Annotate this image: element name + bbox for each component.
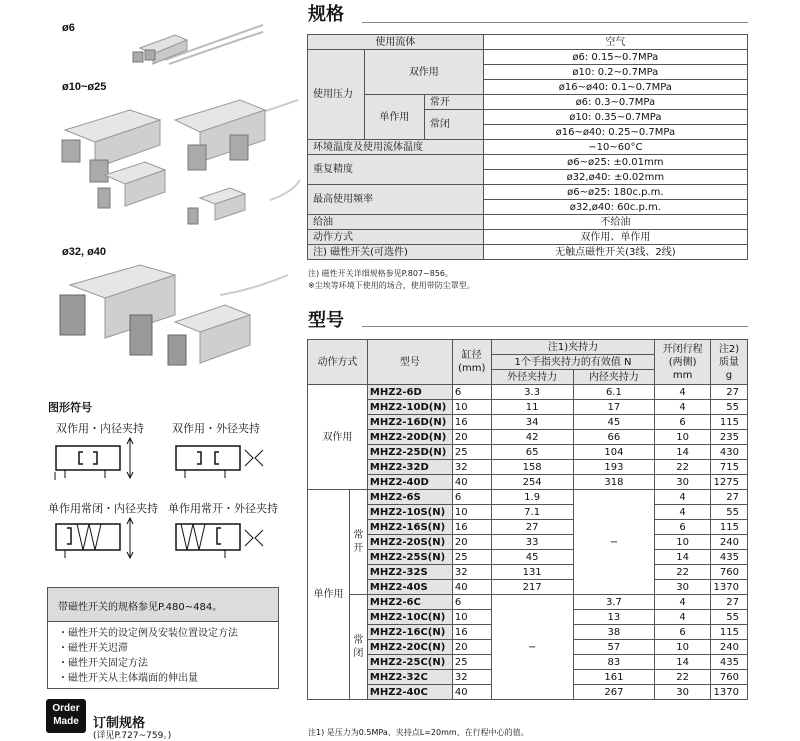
order-made-badge-line1: Order: [52, 703, 80, 714]
internal-force-cell: 161: [573, 670, 655, 685]
stroke-cell: 30: [655, 685, 711, 700]
model-code: MHZ2-6D: [367, 385, 452, 400]
stroke-cell: 4: [655, 385, 711, 400]
stroke-cell: 6: [655, 520, 711, 535]
model-code: MHZ2-20S(N): [367, 535, 452, 550]
spec-single-value: ø16~ø40: 0.25~0.7MPa: [483, 125, 747, 140]
internal-force-cell: 45: [573, 415, 655, 430]
bore-cell: 10: [452, 610, 491, 625]
internal-force-cell: 6.1: [573, 385, 655, 400]
mass-cell: 760: [710, 565, 747, 580]
model-code: MHZ2-6S: [367, 490, 452, 505]
order-made-badge-line2: Made: [53, 716, 79, 727]
spec-freq-value: ø6~ø25: 180c.p.m.: [483, 185, 747, 200]
spec-repeat-label: 重复精度: [308, 155, 484, 185]
switch-info-header: 带磁性开关的规格参见P.480~484。: [48, 588, 278, 622]
spec-table: [307, 34, 748, 260]
mass-cell: 115: [710, 415, 747, 430]
spec-double-value: ø10: 0.2~0.7MPa: [483, 65, 747, 80]
header-external: 外径夹持力: [491, 370, 573, 385]
table-row: [308, 595, 748, 610]
stroke-cell: 4: [655, 400, 711, 415]
model-code: MHZ2-32C: [367, 670, 452, 685]
external-force-cell: 11: [491, 400, 573, 415]
stroke-cell: 4: [655, 595, 711, 610]
model-code: MHZ2-25D(N): [367, 445, 452, 460]
bore-cell: 6: [452, 490, 491, 505]
mass-cell: 27: [710, 595, 747, 610]
model-code: MHZ2-10S(N): [367, 505, 452, 520]
table-row: [308, 475, 748, 490]
mass-cell: 1370: [710, 685, 747, 700]
switch-info-box: [47, 587, 279, 689]
model-bottom-note: 注1) 是压力为0.5MPa、夹持点L=20mm、在行程中心的值。: [308, 728, 529, 737]
stroke-cell: 14: [655, 655, 711, 670]
internal-force-cell: 13: [573, 610, 655, 625]
model-code: MHZ2-20C(N): [367, 640, 452, 655]
bore-cell: 6: [452, 595, 491, 610]
stroke-cell: 14: [655, 550, 711, 565]
mass-cell: 430: [710, 445, 747, 460]
table-row: [308, 460, 748, 475]
model-section-title: 型号: [308, 310, 344, 331]
model-code: MHZ2-32D: [367, 460, 452, 475]
symbol-label-double-internal: 双作用・内径夹持: [56, 422, 144, 435]
spec-repeat-value: ø6~ø25: ±0.01mm: [483, 155, 747, 170]
header-force-group: 注1)夹持力: [491, 340, 655, 355]
header-internal: 内径夹持力: [573, 370, 655, 385]
switch-info-item: ・磁性开关从主体端面的伸出量: [58, 673, 198, 684]
bore-cell: 25: [452, 550, 491, 565]
internal-force-cell: 57: [573, 640, 655, 655]
stroke-cell: 6: [655, 415, 711, 430]
spec-single-acting-label: 单作用: [364, 95, 424, 140]
symbol-label-double-external: 双作用・外径夹持: [172, 422, 260, 435]
table-row: [308, 535, 748, 550]
stroke-cell: 10: [655, 640, 711, 655]
model-title-rule: [362, 326, 748, 327]
mass-cell: 240: [710, 640, 747, 655]
bore-cell: 40: [452, 475, 491, 490]
internal-force-na: −: [573, 490, 655, 595]
spec-normally-open-label: 常开: [424, 95, 483, 110]
mass-cell: 27: [710, 385, 747, 400]
spec-fluid-label: 使用流体: [308, 35, 484, 50]
internal-force-cell: 318: [573, 475, 655, 490]
table-row: [308, 520, 748, 535]
mass-cell: 715: [710, 460, 747, 475]
spec-pressure-label: 使用压力: [308, 50, 365, 140]
single-acting-label: 单作用: [308, 490, 350, 700]
model-code: MHZ2-10C(N): [367, 610, 452, 625]
size-label-6: ø6: [62, 22, 75, 34]
internal-force-cell: 17: [573, 400, 655, 415]
spec-action-value: 双作用、单作用: [483, 230, 747, 245]
mass-cell: 115: [710, 625, 747, 640]
external-force-cell: 7.1: [491, 505, 573, 520]
spec-double-value: ø16~ø40: 0.1~0.7MPa: [483, 80, 747, 95]
spec-temp-label: 环境温度及使用流体温度: [308, 140, 484, 155]
external-force-cell: 34: [491, 415, 573, 430]
stroke-cell: 4: [655, 610, 711, 625]
internal-force-cell: 38: [573, 625, 655, 640]
spec-switch-value: 无触点磁性开关(3线、2线): [483, 245, 747, 260]
spec-single-value: ø6: 0.3~0.7MPa: [483, 95, 747, 110]
table-row: [308, 400, 748, 415]
external-force-cell: 27: [491, 520, 573, 535]
symbol-label-single-no-external: 单作用常开・外径夹持: [168, 502, 278, 515]
external-force-cell: 1.9: [491, 490, 573, 505]
bore-cell: 16: [452, 625, 491, 640]
table-row: [308, 415, 748, 430]
order-made-subtitle: (详见P.727~759。): [93, 731, 172, 741]
external-force-cell: 3.3: [491, 385, 573, 400]
spec-switch-label: 注) 磁性开关(可选件): [308, 245, 484, 260]
table-row: [308, 580, 748, 595]
model-code: MHZ2-25C(N): [367, 655, 452, 670]
bore-cell: 32: [452, 670, 491, 685]
spec-freq-label: 最高使用频率: [308, 185, 484, 215]
spec-fluid-value: 空气: [483, 35, 747, 50]
stroke-cell: 4: [655, 490, 711, 505]
table-row: [308, 490, 748, 505]
header-bore: 缸径 (mm): [452, 340, 491, 385]
bore-cell: 16: [452, 520, 491, 535]
gripper-6-image: [125, 20, 265, 70]
order-made-badge: [46, 699, 86, 733]
spec-freq-value: ø32,ø40: 60c.p.m.: [483, 200, 747, 215]
order-made-title: 订制规格: [93, 716, 146, 731]
normally-open-label: 常 开: [349, 490, 367, 595]
spec-temp-value: −10~60°C: [483, 140, 747, 155]
external-force-cell: 33: [491, 535, 573, 550]
external-force-cell: 65: [491, 445, 573, 460]
table-header-row: [308, 340, 748, 355]
mass-cell: 115: [710, 520, 747, 535]
header-model: 型号: [367, 340, 452, 385]
bore-cell: 16: [452, 415, 491, 430]
internal-force-cell: 3.7: [573, 595, 655, 610]
mass-cell: 27: [710, 490, 747, 505]
model-code: MHZ2-32S: [367, 565, 452, 580]
mass-cell: 55: [710, 505, 747, 520]
internal-force-cell: 83: [573, 655, 655, 670]
stroke-cell: 14: [655, 445, 711, 460]
header-action: 动作方式: [308, 340, 368, 385]
switch-info-item: ・磁性开关迟滞: [58, 643, 128, 654]
external-force-cell: 158: [491, 460, 573, 475]
switch-info-item: ・磁性开关的设定例及安装位置设定方法: [58, 628, 238, 639]
mass-cell: 55: [710, 610, 747, 625]
model-code: MHZ2-20D(N): [367, 430, 452, 445]
table-row: [308, 430, 748, 445]
model-code: MHZ2-16C(N): [367, 625, 452, 640]
header-force-sub: 1个手指夹持力的有效值 N: [491, 355, 655, 370]
symbol-single-no-icon: [175, 516, 275, 560]
model-table: [307, 339, 748, 700]
mass-cell: 240: [710, 535, 747, 550]
double-acting-label: 双作用: [308, 385, 368, 490]
internal-force-cell: 66: [573, 430, 655, 445]
gripper-10-25-image: [50, 100, 300, 235]
stroke-cell: 22: [655, 670, 711, 685]
internal-force-cell: 267: [573, 685, 655, 700]
table-row: [308, 445, 748, 460]
normally-closed-label: 常 闭: [349, 595, 367, 700]
bore-cell: 20: [452, 430, 491, 445]
model-code: MHZ2-6C: [367, 595, 452, 610]
mass-cell: 760: [710, 670, 747, 685]
spec-section-title: 规格: [308, 4, 344, 25]
model-code: MHZ2-40C: [367, 685, 452, 700]
mass-cell: 435: [710, 550, 747, 565]
bore-cell: 32: [452, 460, 491, 475]
external-force-cell: 131: [491, 565, 573, 580]
bore-cell: 25: [452, 445, 491, 460]
stroke-cell: 4: [655, 505, 711, 520]
bore-cell: 20: [452, 640, 491, 655]
spec-title-rule: [362, 22, 748, 23]
spec-action-label: 动作方式: [308, 230, 484, 245]
bore-cell: 10: [452, 400, 491, 415]
model-code: MHZ2-25S(N): [367, 550, 452, 565]
stroke-cell: 22: [655, 565, 711, 580]
internal-force-cell: 104: [573, 445, 655, 460]
external-force-cell: 217: [491, 580, 573, 595]
mass-cell: 1370: [710, 580, 747, 595]
spec-note: 注) 磁性开关详细规格参见P.807~856。: [308, 269, 454, 278]
stroke-cell: 22: [655, 460, 711, 475]
stroke-cell: 30: [655, 580, 711, 595]
mass-cell: 235: [710, 430, 747, 445]
switch-info-item: ・磁性开关固定方法: [58, 658, 148, 669]
table-row: [308, 505, 748, 520]
bore-cell: 10: [452, 505, 491, 520]
bore-cell: 25: [452, 655, 491, 670]
model-code: MHZ2-10D(N): [367, 400, 452, 415]
external-force-cell: 254: [491, 475, 573, 490]
stroke-cell: 10: [655, 430, 711, 445]
stroke-cell: 30: [655, 475, 711, 490]
size-label-10-25: ø10~ø25: [62, 81, 107, 93]
mass-cell: 55: [710, 400, 747, 415]
table-row: [308, 385, 748, 400]
model-code: MHZ2-16S(N): [367, 520, 452, 535]
symbol-single-nc-icon: [55, 516, 155, 560]
spec-double-value: ø6: 0.15~0.7MPa: [483, 50, 747, 65]
stroke-cell: 10: [655, 535, 711, 550]
model-code: MHZ2-16D(N): [367, 415, 452, 430]
external-force-cell: 42: [491, 430, 573, 445]
symbols-title: 图形符号: [48, 401, 92, 414]
model-code: MHZ2-40D: [367, 475, 452, 490]
header-stroke: 开闭行程 (两侧) mm: [655, 340, 711, 385]
symbol-label-single-nc-internal: 单作用常闭・内径夹持: [48, 502, 158, 515]
symbol-double-external-icon: [175, 436, 275, 480]
bore-cell: 40: [452, 580, 491, 595]
spec-lube-value: 不给油: [483, 215, 747, 230]
external-force-na: −: [491, 595, 573, 700]
bore-cell: 32: [452, 565, 491, 580]
spec-single-value: ø10: 0.35~0.7MPa: [483, 110, 747, 125]
bore-cell: 6: [452, 385, 491, 400]
gripper-32-40-image: [50, 260, 290, 375]
internal-force-cell: 193: [573, 460, 655, 475]
mass-cell: 435: [710, 655, 747, 670]
external-force-cell: 45: [491, 550, 573, 565]
model-code: MHZ2-40S: [367, 580, 452, 595]
header-mass: 注2) 质量 g: [710, 340, 747, 385]
mass-cell: 1275: [710, 475, 747, 490]
spec-note: ※尘埃等环境下使用的场合，使用带防尘罩型。: [308, 281, 475, 290]
size-label-32-40: ø32, ø40: [62, 246, 107, 258]
table-row: [308, 550, 748, 565]
spec-normally-closed-label: 常闭: [424, 110, 483, 140]
spec-lube-label: 给油: [308, 215, 484, 230]
spec-repeat-value: ø32,ø40: ±0.02mm: [483, 170, 747, 185]
bore-cell: 40: [452, 685, 491, 700]
spec-double-acting-label: 双作用: [364, 50, 483, 95]
bore-cell: 20: [452, 535, 491, 550]
table-row: [308, 565, 748, 580]
stroke-cell: 6: [655, 625, 711, 640]
symbol-double-internal-icon: [55, 436, 155, 480]
